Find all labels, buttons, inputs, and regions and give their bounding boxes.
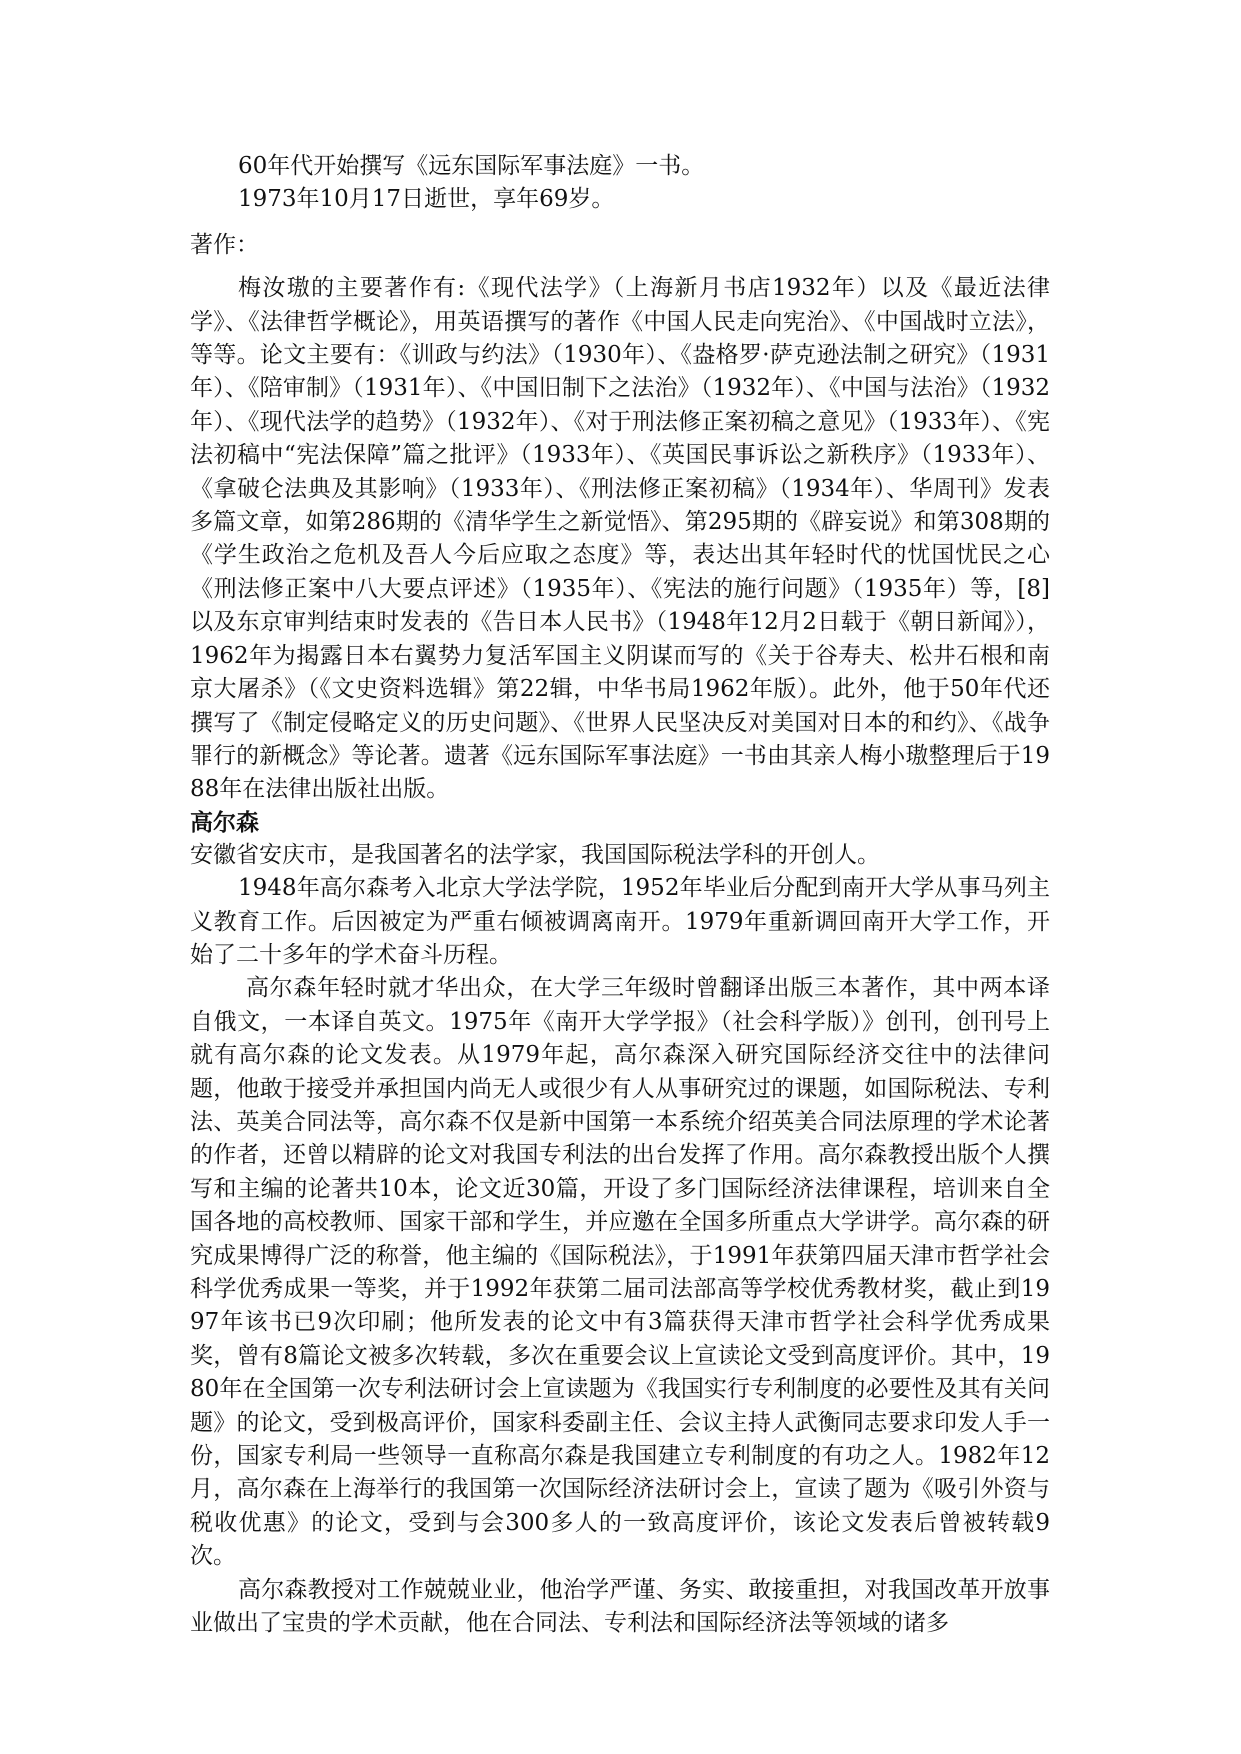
document-page — [190, 150, 1050, 1640]
paragraph-1: 60年代开始撰写《远东国际军事法庭》一书。 — [238, 153, 705, 179]
paragraph-2: 1973年10月17日逝世，享年69岁。 — [238, 186, 615, 213]
works-label: 著作： — [190, 231, 259, 258]
intro-paragraph: 安徽省安庆市，是我国著名的法学家，我国国际税法学科的开创人。 — [190, 841, 880, 868]
section-heading: 高尔森 — [190, 809, 259, 836]
bio-paragraph-3: 高尔森教授对工作兢兢业业，他治学严谨、务实、敢接重担，对我国改革开放事业做出了宝贵的学术贡献，他在合同法、专利法和国际经济法等领域的诸多 — [190, 1576, 1050, 1637]
bio-paragraph-2: 高尔森年轻时就才华出众，在大学三年级时曾翻译出版三本著作，其中两本译自俄文，一本译自英文。1975年《南开大学学报》（社会科学版）》创刊，创刊号上就有高尔森的论文发表。从1979年起，高尔森深入研究国际经济交往中的法律问题，他敢于接受并承担国内尚无人或很少有人从事研究过的课题，如国际税法、专利法、英美合同法等，高尔森不仅是新中国第一本系统介绍英美合同法原理的学术论著的作者，还曾以精辟的论文对我国专利法的出台发挥了作用。高尔森教授出版个人撰写和主编的论著共10本，论文近30篇，开设了多门国际经济法律课程，培训来自全国各地的高校教师、国家干部和学生，并应邀在全国多所重点大学讲学。高尔森的研究成果博得广泛的称誉，他主编的《国际税法》，于1991年获第四届天津市哲学社会科学优秀成果一等奖，并于1992年获第二届司法部高等学校优秀教材奖，截止到1997年该书已9次印刷；他所发表的论文中有3篇获得天津市哲学社会科学优秀成果奖，曾有8篇论文被多次转载，多次在重要会议上宣读论文受到高度评价。其中，1980年在全国第一次专利法研讨会上宣读题为《我国实行专利制度的必要性及其有关问题》的论文，受到极高评价，国家科委副主任、会议主持人武衡同志要求印发人手一份，国家专利局一些领导一直称高尔森是我国建立专利制度的有功之人。1982年12月，高尔森在上海举行的我国第一次国际经济法研讨会上，宣读了题为《吸引外资与税收优惠》的论文，受到与会300多人的一致高度评价，该论文发表后曾被转载9次。 — [190, 975, 1050, 1570]
works-paragraph: 梅汝璈的主要著作有:《现代法学》（上海新月书店1932年）以及《最近法律学》、《法律哲学概论》，用英语撰写的著作《中国人民走向宪治》、《中国战时立法》，等等。论文主要有：《训政与约法》（1930年）、《盎格罗·萨克逊法制之研究》（1931年）、《陪审制》（1931年）、《中国旧制下之法治》（1932年）、《中国与法治》（1932年）、《现代法学的趋势》（1932年）、《对于刑法修正案初稿之意见》（1933年）、《宪法初稿中“宪法保障”篇之批评》（1933年）、《英国民事诉讼之新秩序》（1933年）、《拿破仑法典及其影响》（1933年）、《刑法修正案初稿》（1934年）、华周刊》发表多篇文章，如第286期的《清华学生之新觉悟》、第295期的《辟妄说》和第308期的《学生政治之危机及吾人今后应取之态度》等，表达出其年轻时代的忧国忧民之心《刑法修正案中八大要点评述》（1935年）、《宪法的施行问题》（1935年）等，[8]以及东京审判结束时发表的《告日本人民书》（1948年12月2日载于《朝日新闻》），1962年为揭露日本右翼势力复活军国主义阴谋而写的《关于谷寿夫、松井石根和南京大屠杀》（《文史资料选辑》第22辑，中华书局1962年版）。此外，他于50年代还撰写了《制定侵略定义的历史问题》、《世界人民坚决反对美国对日本的和约》、《战争罪行的新概念》等论著。遗著《远东国际军事法庭》一书由其亲人梅小璈整理后于1988年在法律出版社出版。 — [190, 275, 1050, 803]
bio-paragraph-1: 1948年高尔森考入北京大学法学院，1952年毕业后分配到南开大学从事马列主义教育工作。后因被定为严重右倾被调离南开。1979年重新调回南开大学工作，开始了二十多年的学术奋斗历程。 — [190, 875, 1050, 968]
